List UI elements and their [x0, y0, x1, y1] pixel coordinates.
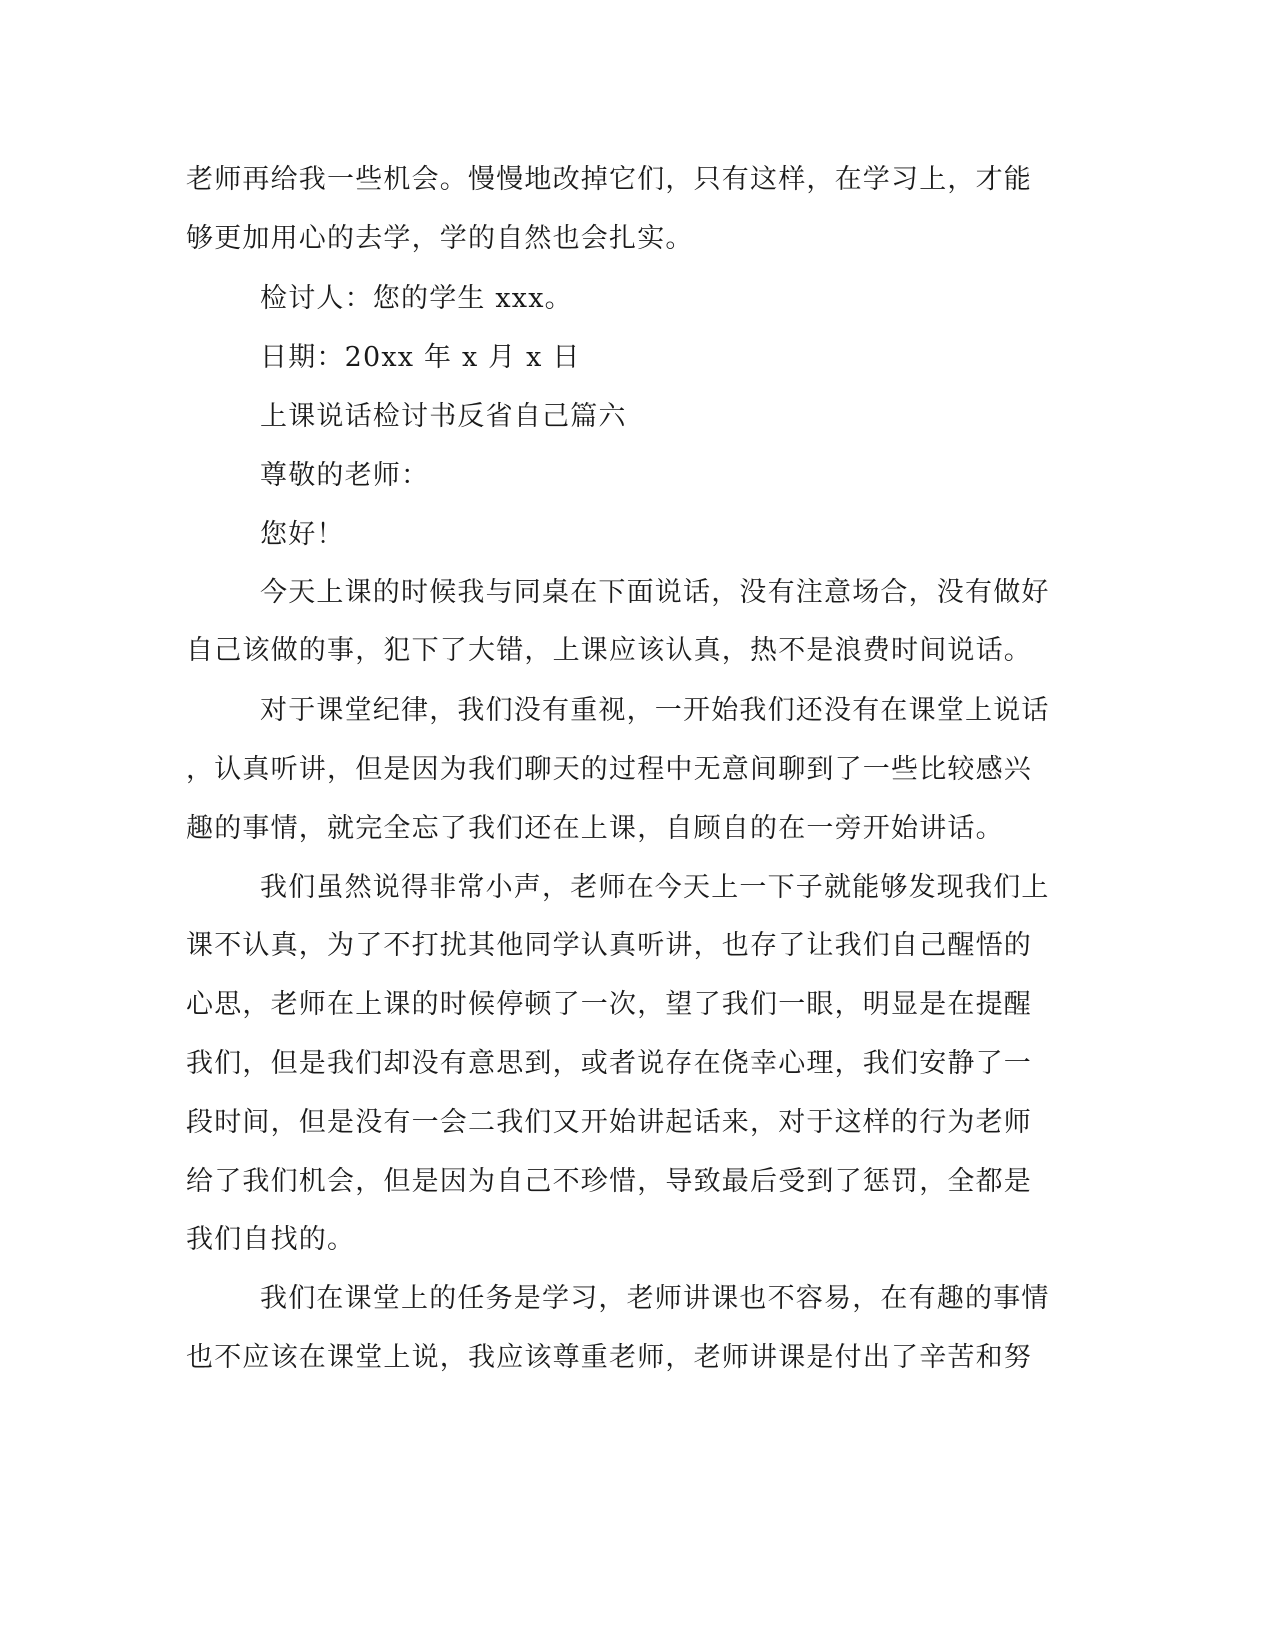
- paragraph-line: 自己该做的事，犯下了大错，上课应该认真，热不是浪费时间说话。: [186, 635, 1032, 666]
- paragraph-line: 我们自找的。: [186, 1224, 356, 1255]
- paragraph-line: 课不认真，为了不打扰其他同学认真听讲，也存了让我们自己醒悟的: [186, 930, 1032, 961]
- date-line: 日期：20xx 年 x 月 x 日: [260, 342, 581, 373]
- paragraph-line: 够更加用心的去学，学的自然也会扎实。: [186, 223, 694, 254]
- signature-line: 检讨人：您的学生 xxx。: [260, 283, 573, 314]
- paragraph-line: 也不应该在课堂上说，我应该尊重老师，老师讲课是付出了辛苦和努: [186, 1342, 1032, 1373]
- paragraph-line: ，认真听讲，但是因为我们聊天的过程中无意间聊到了一些比较感兴: [186, 754, 1032, 785]
- paragraph-line: 今天上课的时候我与同桌在下面说话，没有注意场合，没有做好: [260, 577, 1050, 608]
- paragraph-line: 对于课堂纪律，我们没有重视，一开始我们还没有在课堂上说话: [260, 695, 1050, 726]
- salutation: 尊敬的老师：: [260, 460, 430, 491]
- section-title: 上课说话检讨书反省自己篇六: [260, 401, 627, 432]
- paragraph-line: 我们虽然说得非常小声，老师在今天上一下子就能够发现我们上: [260, 872, 1050, 903]
- paragraph-line: 段时间，但是没有一会二我们又开始讲起话来，对于这样的行为老师: [186, 1107, 1032, 1138]
- greeting: 您好！: [260, 519, 345, 550]
- paragraph-line: 趣的事情，就完全忘了我们还在上课，自顾自的在一旁开始讲话。: [186, 813, 1004, 844]
- paragraph-line: 心思，老师在上课的时候停顿了一次，望了我们一眼，明显是在提醒: [186, 989, 1032, 1020]
- paragraph-line: 我们在课堂上的任务是学习，老师讲课也不容易，在有趣的事情: [260, 1283, 1050, 1314]
- paragraph-line: 老师再给我一些机会。慢慢地改掉它们，只有这样，在学习上，才能: [186, 164, 1032, 195]
- paragraph-line: 给了我们机会，但是因为自己不珍惜，导致最后受到了惩罚，全都是: [186, 1166, 1032, 1197]
- paragraph-line: 我们，但是我们却没有意思到，或者说存在侥幸心理，我们安静了一: [186, 1048, 1032, 1079]
